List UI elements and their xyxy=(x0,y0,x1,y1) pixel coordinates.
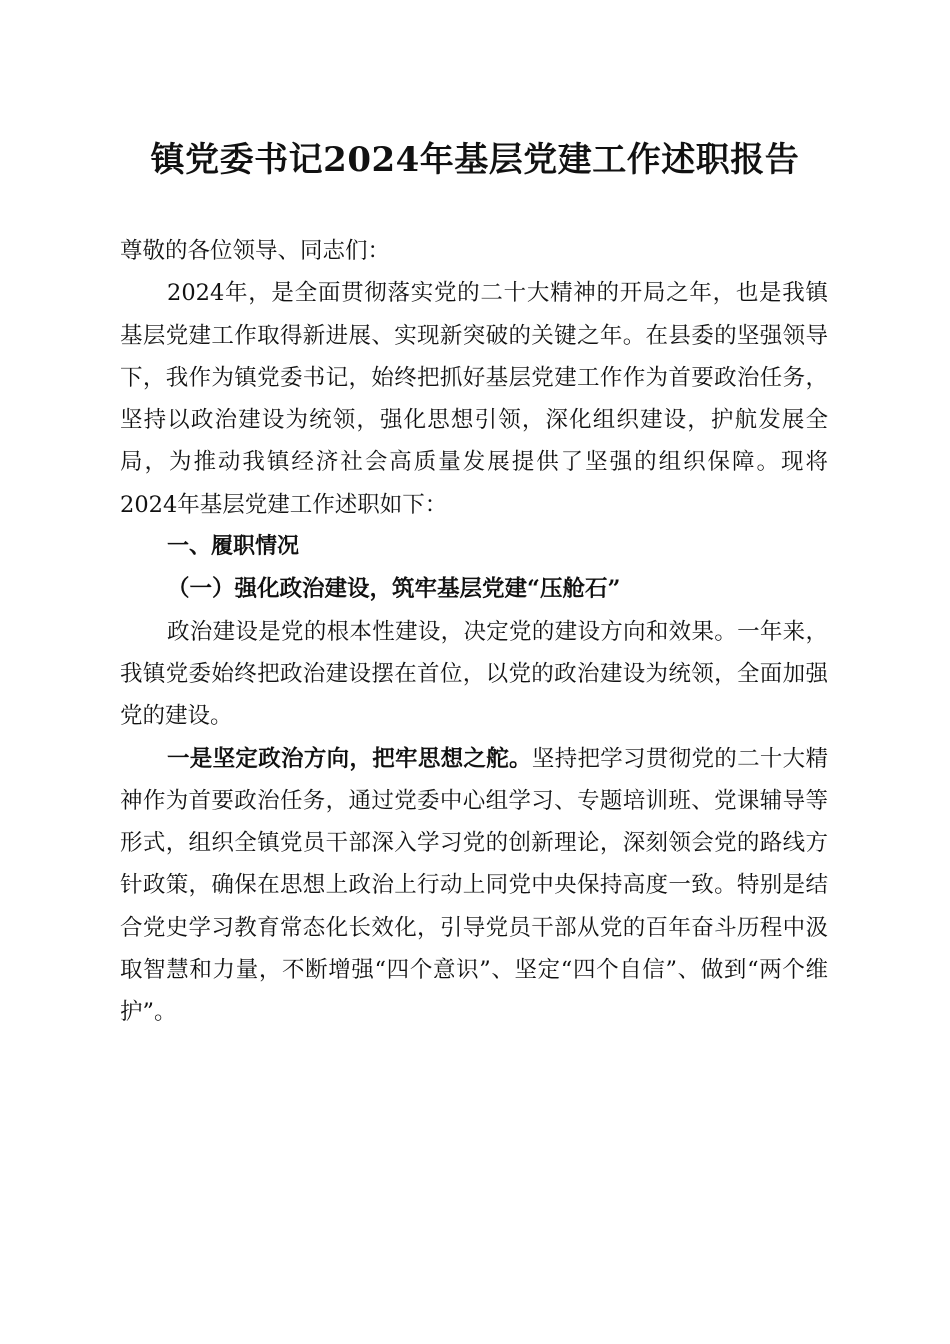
subsection-paragraph: 政治建设是党的根本性建设，决定党的建设方向和效果。一年来，我镇党委始终把政治建设摆在首位，以党的政治建设为统领，全面加强党的建设。 xyxy=(120,618,828,730)
document-body xyxy=(120,230,828,1034)
point-text: 坚持把学习贯彻党的二十大精神作为首要政治任务，通过党委中心组学习、专题培训班、党课辅导等形式，组织全镇党员干部深入学习党的创新理论，深刻领会党的路线方针政策，确保在思想上政治上行动上同党中央保持高度一致。特别是结合党史学习教育常态化长效化，引导党员干部从党的百年奋斗历程中汲取智慧和力量，不断增强“四个意识”、坚定“四个自信”、做到“两个维护”。 xyxy=(120,745,828,1026)
point-lead: 一是坚定政治方向，把牢思想之舵。 xyxy=(167,745,532,772)
salutation: 尊敬的各位领导、同志们： xyxy=(120,238,391,264)
section-heading: 一、履职情况 xyxy=(167,534,300,560)
document-title: 镇党委书记2024年基层党建工作述职报告 xyxy=(150,140,800,180)
subsection-heading: （一）强化政治建设，筑牢基层党建“压舱石” xyxy=(167,576,621,603)
point-paragraph xyxy=(120,738,828,1034)
intro-paragraph: 2024年，是全面贯彻落实党的二十大精神的开局之年，也是我镇基层党建工作取得新进展、实现新突破的关键之年。在县委的坚强领导下，我作为镇党委书记，始终把抓好基层党建工作作为首要政治任务，坚持以政治建设为统领，强化思想引领，深化组织建设，护航发展全局，为推动我镇经济社会高质量发展提供了坚强的组织保障。现将2024年基层党建工作述职如下： xyxy=(120,280,828,518)
